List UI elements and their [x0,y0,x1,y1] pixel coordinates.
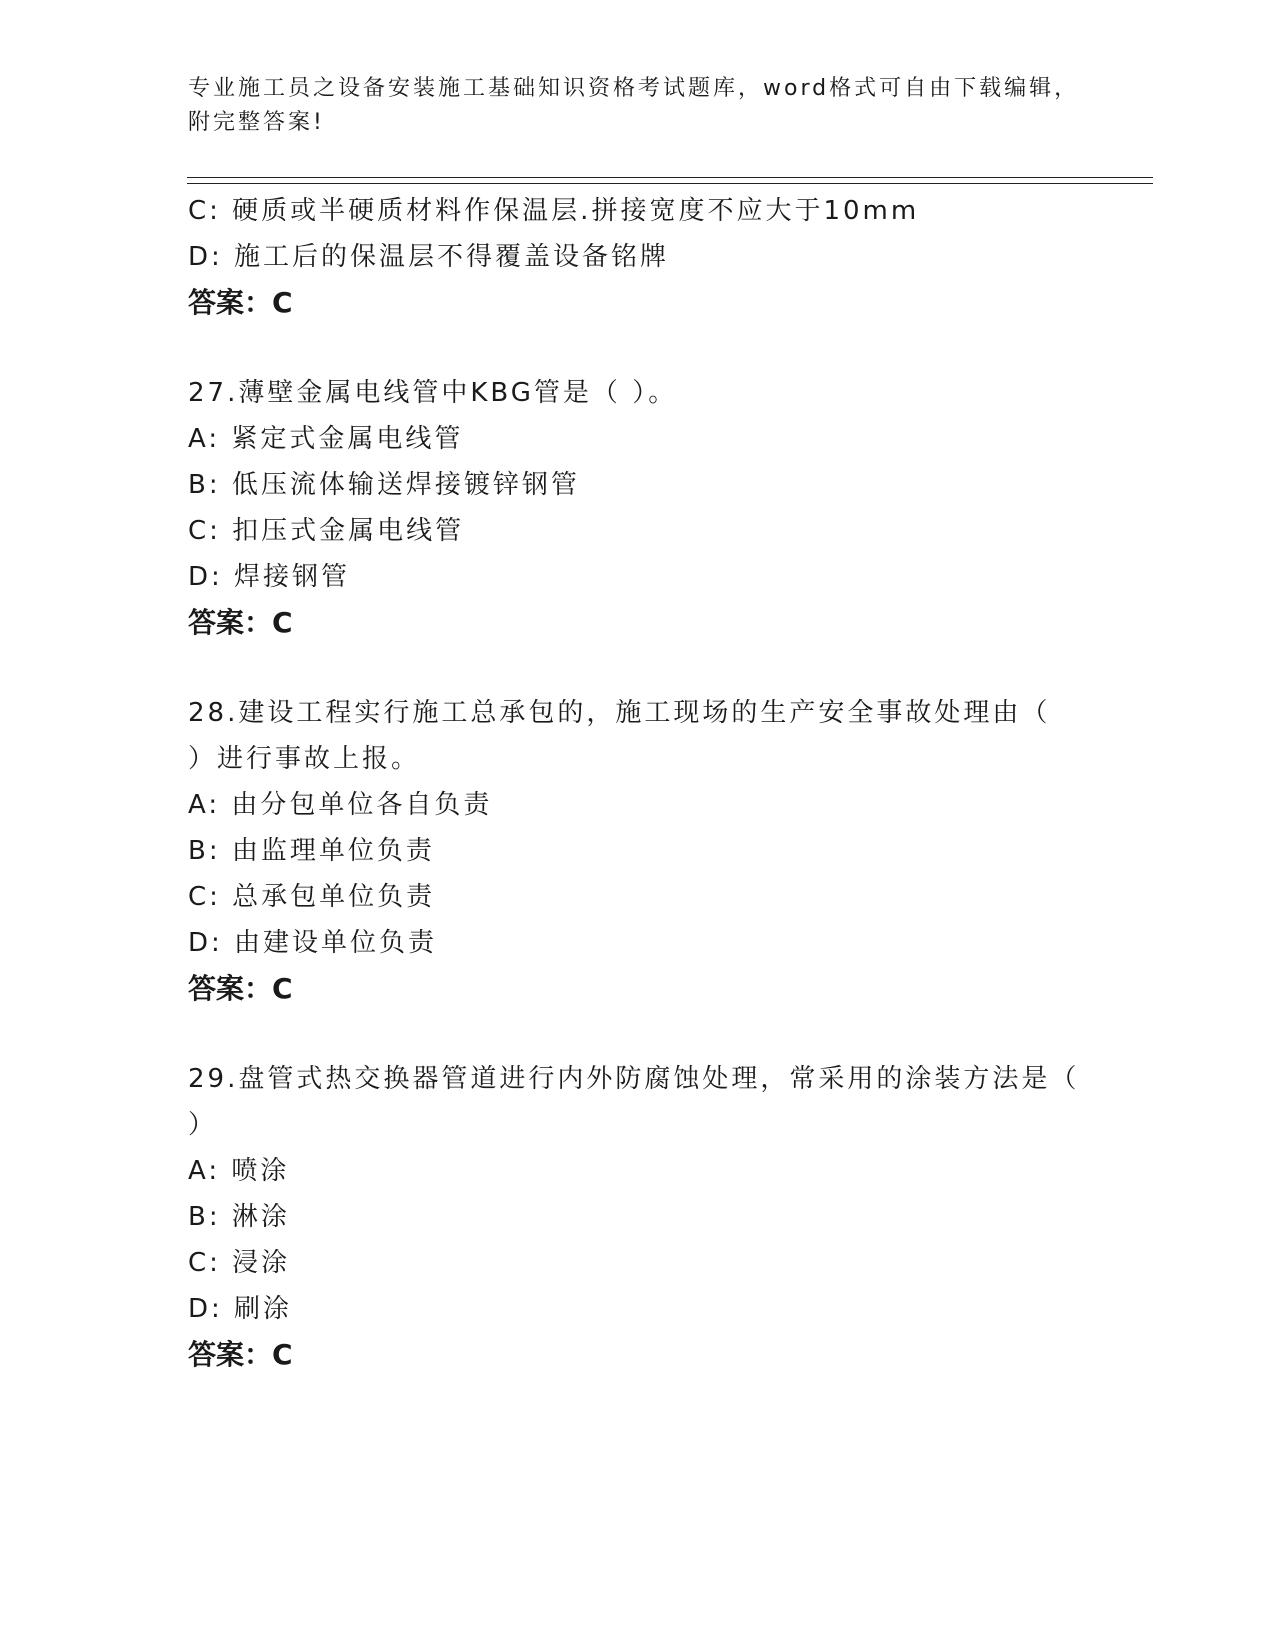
option-d: D: 焊接钢管 [188,562,351,592]
option-d: D: 施工后的保温层不得覆盖设备铭牌 [188,242,670,272]
spacer [188,326,1088,370]
question-stem: 28.建设工程实行施工总承包的，施工现场的生产安全事故处理由（ [188,698,1051,728]
option-b: B: 由监理单位负责 [188,836,435,866]
option-a: A: 喷涂 [188,1156,290,1186]
document-header [188,72,1088,140]
answer-line: 答案：C [188,286,293,319]
answer-line: 答案：C [188,972,293,1005]
question-stem-continued: ） [188,1110,218,1140]
question-list [188,188,1088,1378]
option-a: A: 紧定式金属电线管 [188,424,464,454]
header-divider-top [187,177,1153,178]
spacer [188,1012,1088,1056]
header-divider-bottom [187,183,1153,184]
question-stem: 29.盘管式热交换器管道进行内外防腐蚀处理，常采用的涂装方法是（ [188,1064,1080,1094]
option-d: D: 刷涂 [188,1294,293,1324]
answer-line: 答案：C [188,606,293,639]
option-c: C: 总承包单位负责 [188,882,436,912]
continued-question [188,188,1088,326]
option-c: C: 浸涂 [188,1248,291,1278]
option-c: C: 硬质或半硬质材料作保温层.拼接宽度不应大于10mm [188,196,920,226]
option-c: C: 扣压式金属电线管 [188,516,465,546]
option-b: B: 低压流体输送焊接镀锌钢管 [188,470,580,500]
question-stem-continued: ）进行事故上报。 [188,744,421,774]
question-29 [188,1056,1088,1378]
header-title-line-1: 专业施工员之设备安装施工基础知识资格考试题库，word格式可自由下载编辑， [188,76,1080,101]
header-title-line-2: 附完整答案! [188,110,325,135]
answer-line: 答案：C [188,1338,293,1371]
question-27 [188,370,1088,646]
option-a: A: 由分包单位各自负责 [188,790,493,820]
option-d: D: 由建设单位负责 [188,928,438,958]
question-stem: 27.薄壁金属电线管中KBG管是（ ）。 [188,378,678,408]
option-b: B: 淋涂 [188,1202,290,1232]
question-28 [188,690,1088,1012]
spacer [188,646,1088,690]
